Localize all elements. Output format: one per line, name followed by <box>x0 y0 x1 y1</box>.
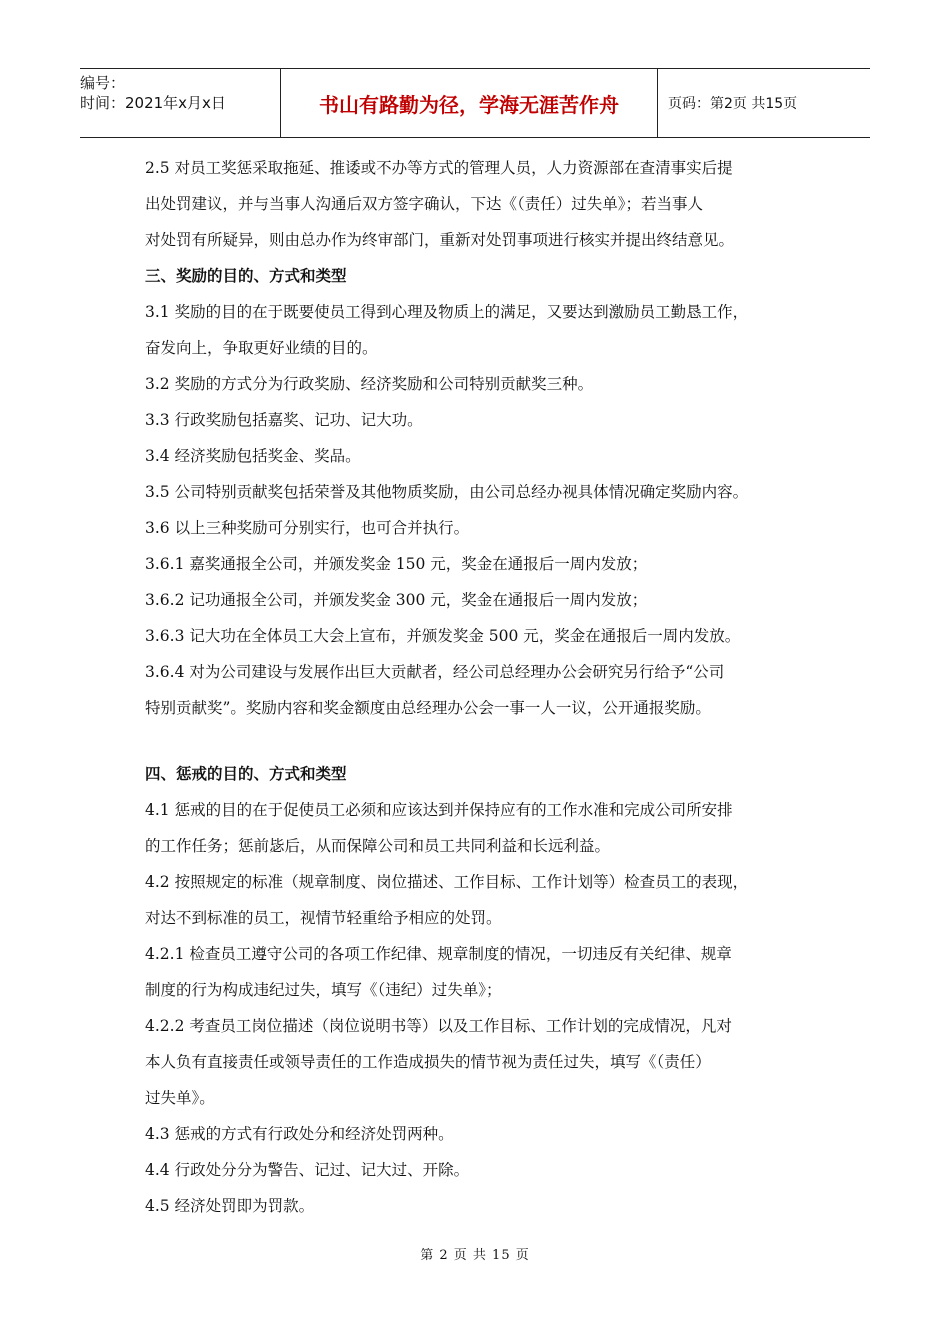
paragraph-line: 出处罚建议，并与当事人沟通后双方签字确认，下达《（责任）过失单》；若当事人 <box>145 195 704 213</box>
header-motto: 书山有路勤为径，学海无涯苦作舟 <box>280 69 658 137</box>
page-footer: 第 2 页 共 15 页 <box>420 1248 530 1263</box>
paragraph-spacer <box>145 726 805 756</box>
paragraph-line: 2.5 对员工奖惩采取拖延、推诿或不办等方式的管理人员，人力资源部在查清事实后提 <box>145 159 733 177</box>
paragraph-line: 3.6.2 记功通报全公司，并颁发奖金 300 元，奖金在通报后一周内发放； <box>145 591 648 609</box>
paragraph-line: 4.5 经济处罚即为罚款。 <box>145 1197 315 1215</box>
paragraph-line: 3.4 经济奖励包括奖金、奖品。 <box>145 447 361 465</box>
paragraph-line: 3.6.3 记大功在全体员工大会上宣布，并颁发奖金 500 元，奖金在通报后一周内发放。 <box>145 627 741 645</box>
paragraph-line: 制度的行为构成违纪过失，填写《（违纪）过失单》； <box>145 981 502 999</box>
paragraph-line: 3.6.1 嘉奖通报全公司，并颁发奖金 150 元，奖金在通报后一周内发放； <box>145 555 648 573</box>
document-number-label: 编号： <box>80 74 126 92</box>
paragraph-line: 4.2.2 考查员工岗位描述（岗位说明书等）以及工作目标、工作计划的完成情况，凡对 <box>145 1017 732 1035</box>
document-body <box>145 150 805 1224</box>
header-meta <box>80 69 280 137</box>
paragraph-line: 3.3 行政奖励包括嘉奖、记功、记大功。 <box>145 411 423 429</box>
document-date: 时间：2021年x月x日 <box>80 94 226 112</box>
paragraph-line: 对达不到标准的员工，视情节轻重给予相应的处罚。 <box>145 909 502 927</box>
paragraph-line: 3.1 奖励的目的在于既要使员工得到心理及物质上的满足，又要达到激励员工勤恳工作， <box>145 303 749 321</box>
paragraph-line: 4.2.1 检查员工遵守公司的各项工作纪律、规章制度的情况，一切违反有关纪律、规章 <box>145 945 732 963</box>
paragraph-line: 3.5 公司特别贡献奖包括荣誉及其他物质奖励，由公司总经办视具体情况确定奖励内容。 <box>145 483 749 501</box>
paragraph-line: 3.2 奖励的方式分为行政奖励、经济奖励和公司特别贡献奖三种。 <box>145 375 594 393</box>
section-heading: 四、惩戒的目的、方式和类型 <box>145 764 347 783</box>
paragraph-line: 本人负有直接责任或领导责任的工作造成损失的情节视为责任过失，填写《（责任） <box>145 1053 711 1071</box>
paragraph-line: 4.4 行政处分分为警告、记过、记大过、开除。 <box>145 1161 470 1179</box>
paragraph-line: 特别贡献奖”。奖励内容和奖金额度由总经理办公会一事一人一议，公开通报奖励。 <box>145 699 711 717</box>
paragraph-line: 4.3 惩戒的方式有行政处分和经济处罚两种。 <box>145 1125 454 1143</box>
paragraph-line: 3.6.4 对为公司建设与发展作出巨大贡献者，经公司总经理办公会研究另行给予“公司 <box>145 663 725 681</box>
paragraph-line: 4.2 按照规定的标准（规章制度、岗位描述、工作目标、工作计划等）检查员工的表现， <box>145 873 749 891</box>
paragraph-line: 3.6 以上三种奖励可分别实行，也可合并执行。 <box>145 519 470 537</box>
header-page-info: 页码：第2页 共15页 <box>668 96 798 112</box>
paragraph-line: 奋发向上，争取更好业绩的目的。 <box>145 339 378 357</box>
paragraph-line: 的工作任务；惩前毖后，从而保障公司和员工共同利益和长远利益。 <box>145 837 611 855</box>
paragraph-line: 对处罚有所疑异，则由总办作为终审部门，重新对处罚事项进行核实并提出终结意见。 <box>145 231 735 249</box>
page-header <box>80 68 870 138</box>
paragraph-line: 过失单》。 <box>145 1089 215 1107</box>
paragraph-line: 4.1 惩戒的目的在于促使员工必须和应该达到并保持应有的工作水准和完成公司所安排 <box>145 801 733 819</box>
section-heading: 三、奖励的目的、方式和类型 <box>145 266 347 285</box>
